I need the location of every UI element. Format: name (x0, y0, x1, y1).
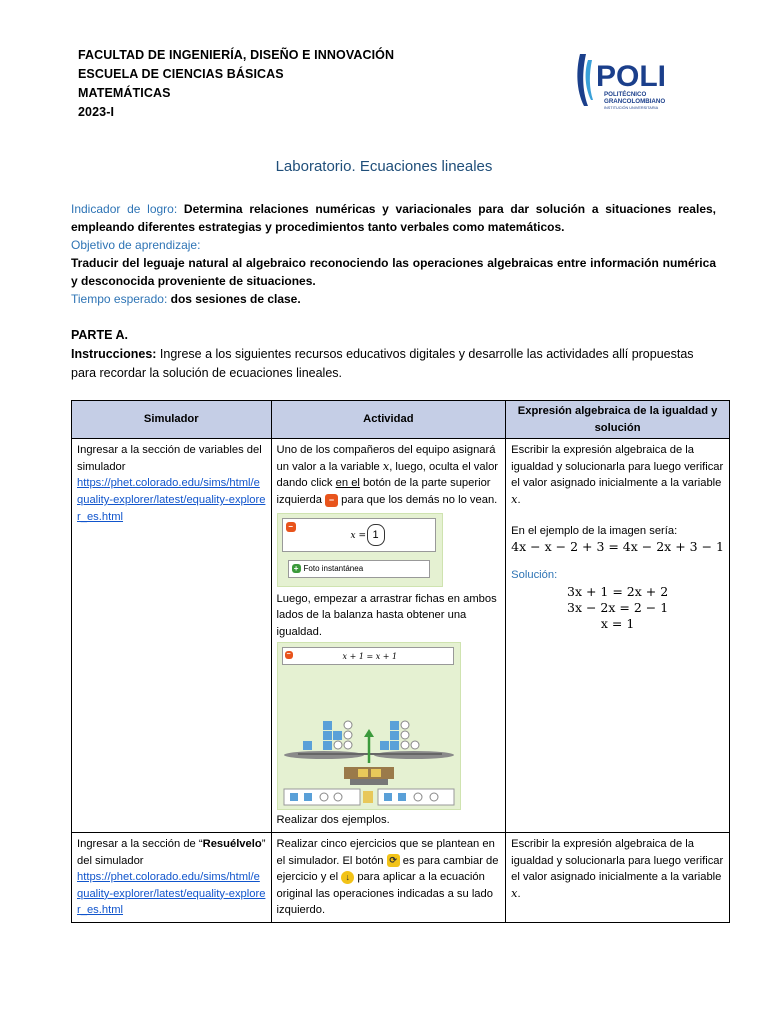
instructions-paragraph (71, 345, 716, 383)
example-equation: 4x − x − 2 + 3 = 4x − 2x + 3 − 1 (511, 539, 724, 555)
row2-expr-text: Escribir la expresión algebraica de la igualdad y solucionarla para luego verificar el valor asignado inicialmente a la variable (511, 837, 724, 884)
objetivo-label: Objetivo de aprendizaje: (71, 238, 201, 252)
row2-act-text-b: es para cambiar de ejercicio y el (276, 854, 499, 884)
variable-x: x (382, 459, 390, 473)
table-row (72, 439, 730, 833)
poli-logo-mark (574, 50, 684, 116)
instructions-label: Instrucciones: (71, 347, 157, 361)
hide-value-button-icon: − (325, 494, 338, 507)
parte-heading: PARTE A. (71, 328, 128, 342)
header-actividad: Actividad (271, 401, 506, 439)
table-header-row (72, 401, 730, 439)
poli-logo (574, 50, 684, 116)
faculty-line: FACULTAD DE INGENIERÍA, DISEÑO E INNOVACIÓN (78, 48, 395, 62)
row1-simulador-cell (72, 439, 272, 833)
period-line: 2023-I (78, 105, 115, 119)
solution-step-2: 3x − 2x = 2 − 1 (567, 599, 669, 615)
logo-line2: GRANCOLOMBIANO (604, 98, 666, 105)
intro-section (71, 200, 716, 308)
apply-icon: ↓ (341, 871, 354, 884)
table-row (72, 832, 730, 922)
row1-act-text-c: en el (335, 477, 360, 490)
row2-simulator-link[interactable]: https://phet.colorado.edu/sims/html/equality-explorer/latest/equality-explorer_es.html (77, 871, 266, 917)
row2-actividad-cell (271, 832, 506, 922)
row1-act-paragraph (277, 442, 501, 508)
row2-act-text-a: Realizar cinco ejercicios que se plantean en el simulador. El botón (276, 837, 495, 867)
logo-name: POLI (596, 60, 667, 93)
instructions-text: Ingrese a los siguientes recursos educativos digitales y desarrolle las actividades allí propuestas para recordar la solución de ecuaciones lineales. (71, 347, 694, 380)
objetivo-text: Traducir del leguaje natural al algebraico reconociendo las operaciones algebraicas entre información numérica y desconocida proveniente de situaciones. (71, 256, 716, 288)
row1-act-paragraph-2: Luego, empezar a arrastrar fichas en ambos lados de la balanza hasta obtener una igualdad. (276, 592, 497, 638)
collapse-icon-2: − (286, 651, 291, 659)
row1-sim-text: Ingresar a la sección de variables del simulador (77, 444, 262, 473)
variable-panel-image (277, 513, 443, 587)
snapshot-button (288, 560, 430, 578)
row2-sim-text-b: ” del simulador (77, 837, 266, 867)
subject-line: MATEMÁTICAS (78, 86, 171, 100)
row2-sim-text-a: Ingresar a la sección de “ (77, 837, 203, 850)
row1-act-text-a: Uno de los compañeros del equipo asignará un valor a la variable (276, 444, 496, 473)
parte-a-section (71, 326, 716, 383)
tiempo-text: dos sesiones de clase. (170, 292, 301, 306)
balance-scale-image (277, 642, 461, 810)
row1-actividad-cell (271, 439, 506, 833)
row1-expresion-cell (506, 439, 730, 833)
school-line: ESCUELA DE CIENCIAS BÁSICAS (78, 67, 284, 81)
indicador-paragraph (71, 200, 716, 236)
indicador-text: Determina relaciones numéricas y variacionales para dar solución a situaciones reales, empleando diferentes estrategias y procedimientos tanto verbales como matemáticos. (71, 202, 716, 234)
solution-step-1: 3x + 1 = 2x + 2 (567, 583, 669, 599)
row1-act-text-b: , luego, oculta el valor dando click (276, 460, 499, 490)
row2-sim-bold: Resuélvelo (202, 837, 262, 850)
tiempo-label: Tiempo esperado: (71, 292, 168, 306)
row1-example-label: En el ejemplo de la imagen sería: (511, 524, 678, 537)
balance-scale-drawing (278, 663, 460, 809)
row2-act-text-c: para aplicar a la ecuación original las operaciones indicadas a su lado izquierdo. (276, 871, 493, 917)
logo-line3: INSTITUCIÓN UNIVERSITARIA (604, 106, 659, 110)
indicador-label: Indicador de logro: (71, 202, 178, 216)
activities-table (71, 400, 730, 923)
row1-act-text-e: para que los demás no lo vean. (341, 493, 498, 506)
snapshot-label: Foto instantánea (303, 563, 364, 573)
row1-expr-paragraph: Escribir la expresión algebraica de la igualdad y solucionarla para luego verificar el valor asignado inicialmente a la variable x. (511, 444, 724, 506)
row2-expresion-cell: Escribir la expresión algebraica de la igualdad y solucionarla para luego verificar el valor asignado inicialmente a la variable x. (506, 832, 730, 922)
collapse-icon: − (286, 522, 296, 532)
refresh-icon: ⟳ (387, 854, 400, 867)
variable-value: 1 (367, 524, 385, 546)
row1-expr-text: Escribir la expresión algebraica de la igualdad y solucionarla para luego verificar el valor asignado inicialmente a la variable (511, 444, 724, 490)
institution-header (78, 46, 394, 122)
variable-equals-label: x = (350, 530, 367, 541)
row1-act-text-d: botón de la parte superior izquierda (276, 477, 491, 506)
solution-label: Solución: (511, 569, 558, 582)
variable-panel (282, 518, 436, 552)
solution-step-3: x = 1 (600, 615, 635, 631)
equation-text: x + 1 = x + 1 (342, 652, 398, 662)
row2-sim-text (77, 836, 266, 869)
variable-x-2: x (511, 492, 518, 506)
logo-line1: POLITÉCNICO (604, 91, 647, 98)
row1-simulator-link[interactable]: https://phet.colorado.edu/sims/html/equality-explorer/latest/equality-explorer_es.html (77, 477, 266, 523)
tiempo-paragraph (71, 290, 716, 308)
add-icon: + (292, 564, 301, 573)
page-title: Laboratorio. Ecuaciones lineales (275, 158, 493, 175)
row1-act-paragraph-3: Realizar dos ejemplos. (276, 814, 390, 827)
row2-simulador-cell (72, 832, 272, 922)
header-simulador: Simulador (72, 401, 272, 439)
variable-x-3: x (511, 886, 518, 900)
header-expresion: Expresión algebraica de la igualdad y solución (506, 401, 730, 439)
